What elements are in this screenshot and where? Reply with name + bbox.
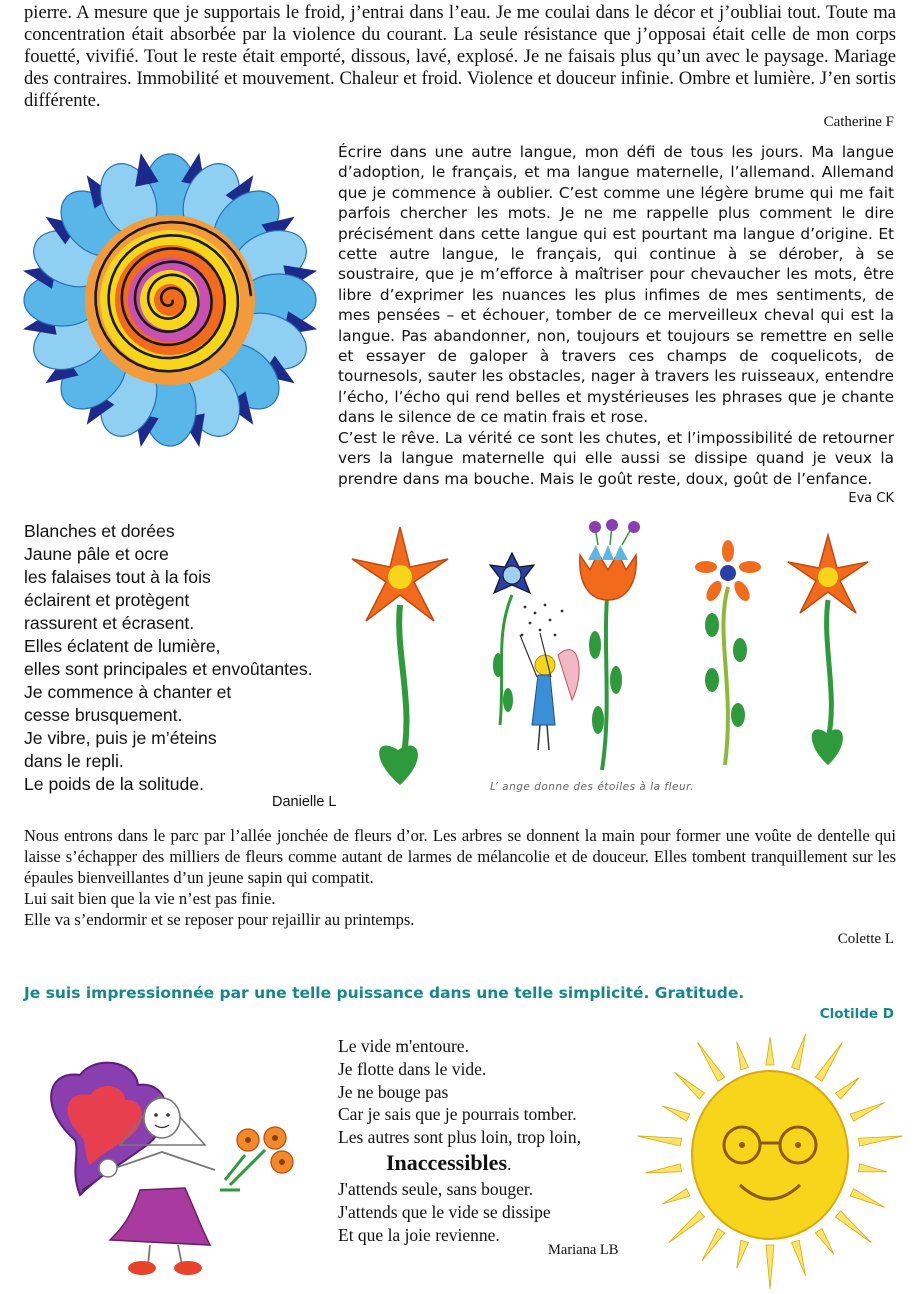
poem-emphasis-word: Inaccessibles <box>386 1149 507 1175</box>
teal-quote: Je suis impressionnée par une telle puissance dans une telle simplicité. Gratitude. <box>24 984 745 1002</box>
signature-eva: Eva CK <box>848 491 894 506</box>
signature-danielle: Danielle L <box>272 794 337 810</box>
falling-stars <box>521 604 564 637</box>
bouquet <box>220 1127 293 1190</box>
angel <box>520 633 579 750</box>
poem-line: Elles éclatent de lumière, <box>24 636 221 656</box>
drawing-caption: L’ ange donne des étoiles à la fleur. <box>490 781 694 793</box>
poem-line: elles sont principales et envoûtantes. <box>24 659 313 679</box>
poem-line: Le poids de la solitude. <box>24 774 204 794</box>
girl-with-heart-drawing <box>20 1040 320 1290</box>
blue-flower-with-angel <box>490 553 579 750</box>
poem-line: dans le repli. <box>24 751 124 771</box>
paragraph-3-line: Elle va s’endormir et se reposer pour rejaillir au printemps. <box>24 910 415 929</box>
poem-line: Je ne bouge pas <box>338 1081 449 1102</box>
poem-line: Les autres sont plus loin, trop loin, <box>338 1127 582 1148</box>
orange-flower-1 <box>352 527 448 785</box>
poem-line: cesse brusquement. <box>24 705 183 725</box>
mandala-flower-drawing <box>20 140 310 460</box>
poem-line: éclairent et protègent <box>24 590 190 610</box>
flowers-and-angel-drawing <box>340 515 880 785</box>
poem-line: rassurent et écrasent. <box>24 613 195 633</box>
poem-line: Et que la joie revienne. <box>338 1224 500 1245</box>
poem-line: Je commence à chanter et <box>24 682 232 702</box>
story-paragraph-3 <box>24 825 896 930</box>
red-petal-flower <box>695 540 761 765</box>
poem-emphasis-line: Inaccessibles. <box>386 1149 512 1175</box>
poem-line: J'attends seule, sans bouger. <box>338 1178 534 1199</box>
paragraph-3-line: Lui sait bien que la vie n’est pas finie. <box>24 889 276 908</box>
poem-le-vide <box>338 1035 638 1246</box>
sun-with-glasses-drawing <box>630 1025 900 1285</box>
paragraph-2-part-2: C’est le rêve. La vérité ce sont les chutes, et l’impossibilité de retourner vers la langue maternelle qui elle aussi se dissipe quand je veux la prendre dans ma bouche. Mais le goût reste, doux, goût de l’enfance. <box>338 428 894 488</box>
poem-line: Je vibre, puis je m’éteins <box>24 728 217 748</box>
story-paragraph-2 <box>338 142 894 489</box>
poem-falaises <box>24 520 354 796</box>
orange-flower-2 <box>788 535 868 765</box>
paragraph-3-line: Nous entrons dans le parc par l’allée jonchée de fleurs d’or. Les arbres se donnent la main pour former une voûte de dentelle qui laisse s’échapper des milliers de fleurs comme autant de larmes de mélancolie et de douceur. Elles tombent tranquillement sur les épaules bienveillantes d’un jeune sapin qui compatit. <box>24 826 896 887</box>
signature-mariana: Mariana LB <box>548 1242 619 1258</box>
poem-line: Jaune pâle et ocre <box>24 544 169 564</box>
poem-line: Je flotte dans le vide. <box>338 1058 487 1079</box>
poem-line: Le vide m'entoure. <box>338 1036 469 1056</box>
orange-tulip <box>580 519 640 770</box>
poem-line: les falaises tout à la fois <box>24 567 211 587</box>
poem-line: Blanches et dorées <box>24 521 175 541</box>
story-paragraph-1: pierre. A mesure que je supportais le froid, j’entrai dans l’eau. Je me coulai dans le décor et j’oubliai tout. Toute ma concentration était absorbée par la violence du courant. La seule résistance que j’opposai était celle de mon corps fouetté, vivifié. Tout le reste était emporté, dissous, lavé, explosé. Je ne faisais plus qu’un avec le paysage. Mariage des contraires. Immobilité et mouvement. Chaleur et froid. Violence et douceur infinie. Ombre et lumière. J’en sortis différente. <box>24 2 896 111</box>
paragraph-2-part-1: Écrire dans une autre langue, mon défi de tous les jours. Ma langue d’adoption, le français, et ma langue maternelle, l’allemand. Allemand que je commence à oublier. C’est comme une légère brume qui me fait parfois chercher les mots. Je ne me rappelle plus comment le dire précisément dans cette langue qui est pourtant ma langue d’origine. Et cette autre langue, le français, qui continue à se dérober, à se soustraire, que je m’efforce à maîtriser pour chevaucher les mots, être libre d’exprimer les nuances les plus infimes de mes sentiments, de mes pensées – et échouer, tomber de ce merveilleux cheval qui est la langue. Pas abandonner, non, toujours et toujours se remettre en selle et essayer de galoper à travers ces champs de coquelicots, de tournesols, sauter les obstacles, nager à travers les ruisseaux, entendre l’écho, l’écho qui rend belles et mystérieuses les phrases que je chante dans le silence de ce matin frais et rose. <box>338 143 894 427</box>
signature-colette: Colette L <box>837 931 894 947</box>
poem-line: Car je sais que je pourrais tomber. <box>338 1104 577 1125</box>
signature-catherine: Catherine F <box>823 114 894 130</box>
poem-line: J'attends que le vide se dissipe <box>338 1201 551 1222</box>
signature-clotilde: Clotilde D <box>819 1006 894 1022</box>
